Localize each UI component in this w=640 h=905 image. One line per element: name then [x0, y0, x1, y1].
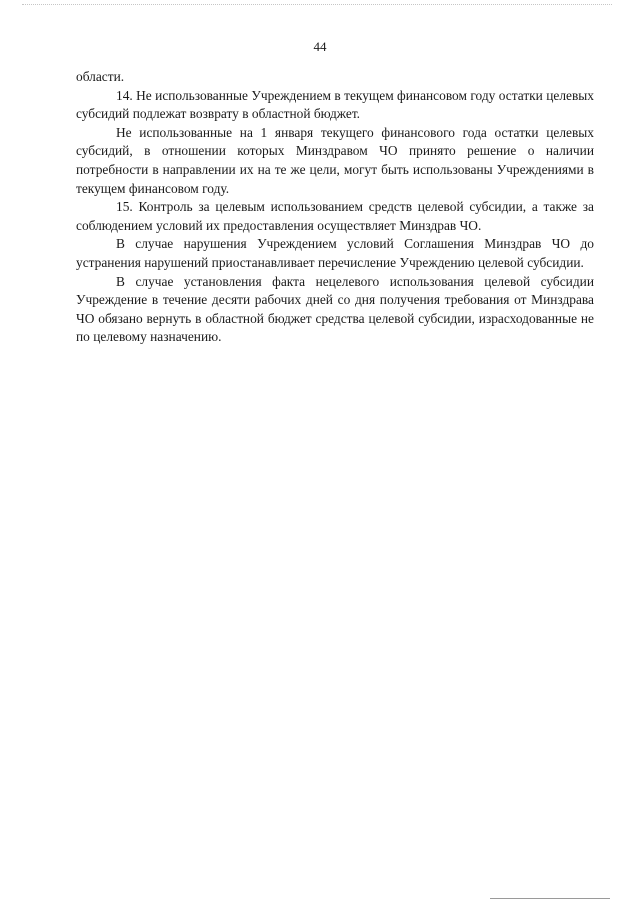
document-body	[76, 68, 594, 347]
paragraph-continuation: области.	[76, 69, 125, 84]
page-number: 44	[313, 39, 327, 54]
paragraph-unused-balances: Не использованные на 1 января текущего финансового года остатки целевых субсидий, в отношении которых Минздравом ЧО принято решение о наличии потребности в направлении их на те же цели, могут быть использованы Учреждениями в текущем финансовом году.	[76, 124, 594, 196]
scan-artifact-line	[22, 4, 612, 9]
paragraph-violation-case: В случае нарушения Учреждением условий Соглашения Минздрав ЧО до устранения нарушений приостанавливает перечисление Учреждению целевой субсидии.	[76, 236, 594, 270]
paragraph-misuse-case: В случае установления факта нецелевого использования целевой субсидии Учреждение в течение десяти рабочих дней со дня получения требования от Минздрава ЧО обязано вернуть в областной бюджет средства целевой субсидии, израсходованные не по целевому назначению.	[76, 273, 594, 345]
paragraph-clause-15: 15. Контроль за целевым использованием средств целевой субсидии, а также за соблюдением условий их предоставления осуществляет Минздрав ЧО.	[76, 199, 594, 233]
paragraph-clause-14: 14. Не использованные Учреждением в текущем финансовом году остатки целевых субсидий подлежат возврату в областной бюджет.	[76, 87, 594, 122]
footer-rule	[490, 898, 610, 899]
